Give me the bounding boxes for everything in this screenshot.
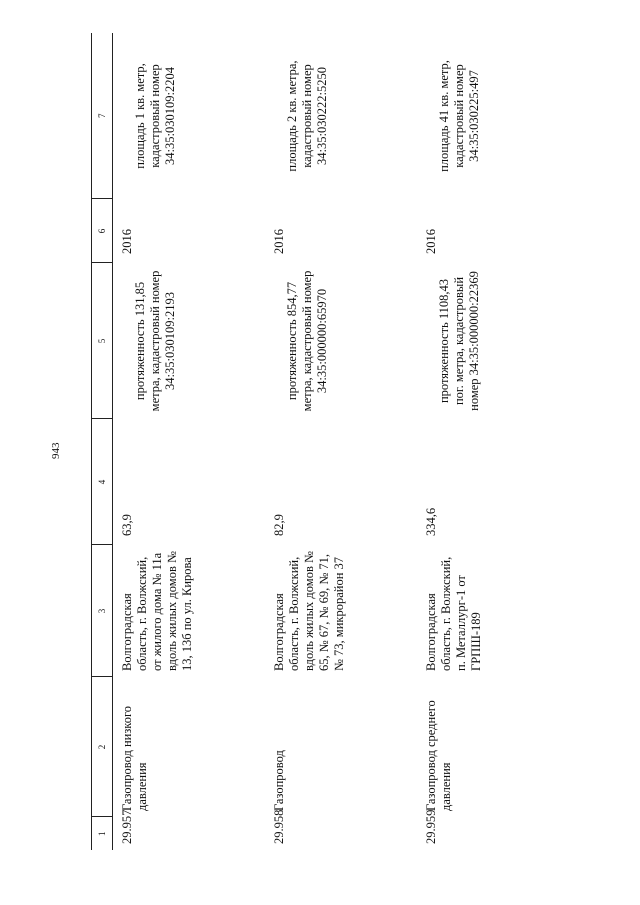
table-row	[113, 33, 266, 850]
table-row	[265, 33, 417, 850]
header-col-5: 5	[92, 263, 113, 419]
row-number: 29.959	[424, 809, 438, 844]
object-description: протяженность 1108,43 пог. метра, кадастровый номер 34:35:000000:22369	[437, 271, 481, 411]
header-col-2: 2	[92, 677, 113, 817]
register-table-wrapper	[91, 33, 616, 850]
header-col-1: 1	[92, 817, 113, 850]
object-value: 82,9	[272, 514, 286, 536]
object-address: Волгоградская область, г. Волжский, п. Металлург-1 от ГРПШ-189	[424, 556, 483, 671]
object-address: Волгоградская область, г. Волжский, вдоль жилых домов № 65, № 67, № 69, № 71, № 73, микрорайон 37	[272, 551, 346, 671]
object-extra: площадь 2 кв. метра, кадастровый номер 34:35:030222:5250	[285, 60, 329, 172]
page-number: 943	[50, 442, 62, 460]
object-value: 63,9	[120, 514, 134, 536]
object-description: протяженность 131,85 метра, кадастровый номер 34:35:030109:2193	[133, 270, 177, 412]
object-value: 334,6	[424, 507, 438, 536]
object-extra: площадь 1 кв. метр, кадастровый номер 34:35:030109:2204	[133, 63, 177, 169]
object-description: протяженность 854,77 метра, кадастровый номер 34:35:000000:65970	[285, 270, 329, 412]
header-col-3: 3	[92, 545, 113, 677]
table-row	[417, 33, 569, 850]
object-address: Волгоградская область, г. Волжский, от жилого дома № 11а вдоль жилых домов № 13, 13б по ул. Кирова	[120, 551, 194, 671]
header-col-7: 7	[92, 33, 113, 199]
object-year: 2016	[424, 229, 438, 254]
object-name: Газопровод среднего давления	[424, 700, 453, 811]
object-name: Газопровод низкого давления	[120, 705, 149, 811]
header-row	[92, 33, 113, 850]
register-table	[91, 33, 569, 850]
header-col-4: 4	[92, 419, 113, 545]
object-name: Газопровод	[272, 750, 286, 811]
object-year: 2016	[272, 229, 286, 254]
header-col-6: 6	[92, 199, 113, 263]
row-number: 29.958	[272, 809, 286, 844]
object-year: 2016	[120, 229, 134, 254]
object-extra: площадь 41 кв. метр, кадастровый номер 34:35:030225:497	[437, 60, 481, 172]
row-number: 29.957	[120, 809, 134, 844]
